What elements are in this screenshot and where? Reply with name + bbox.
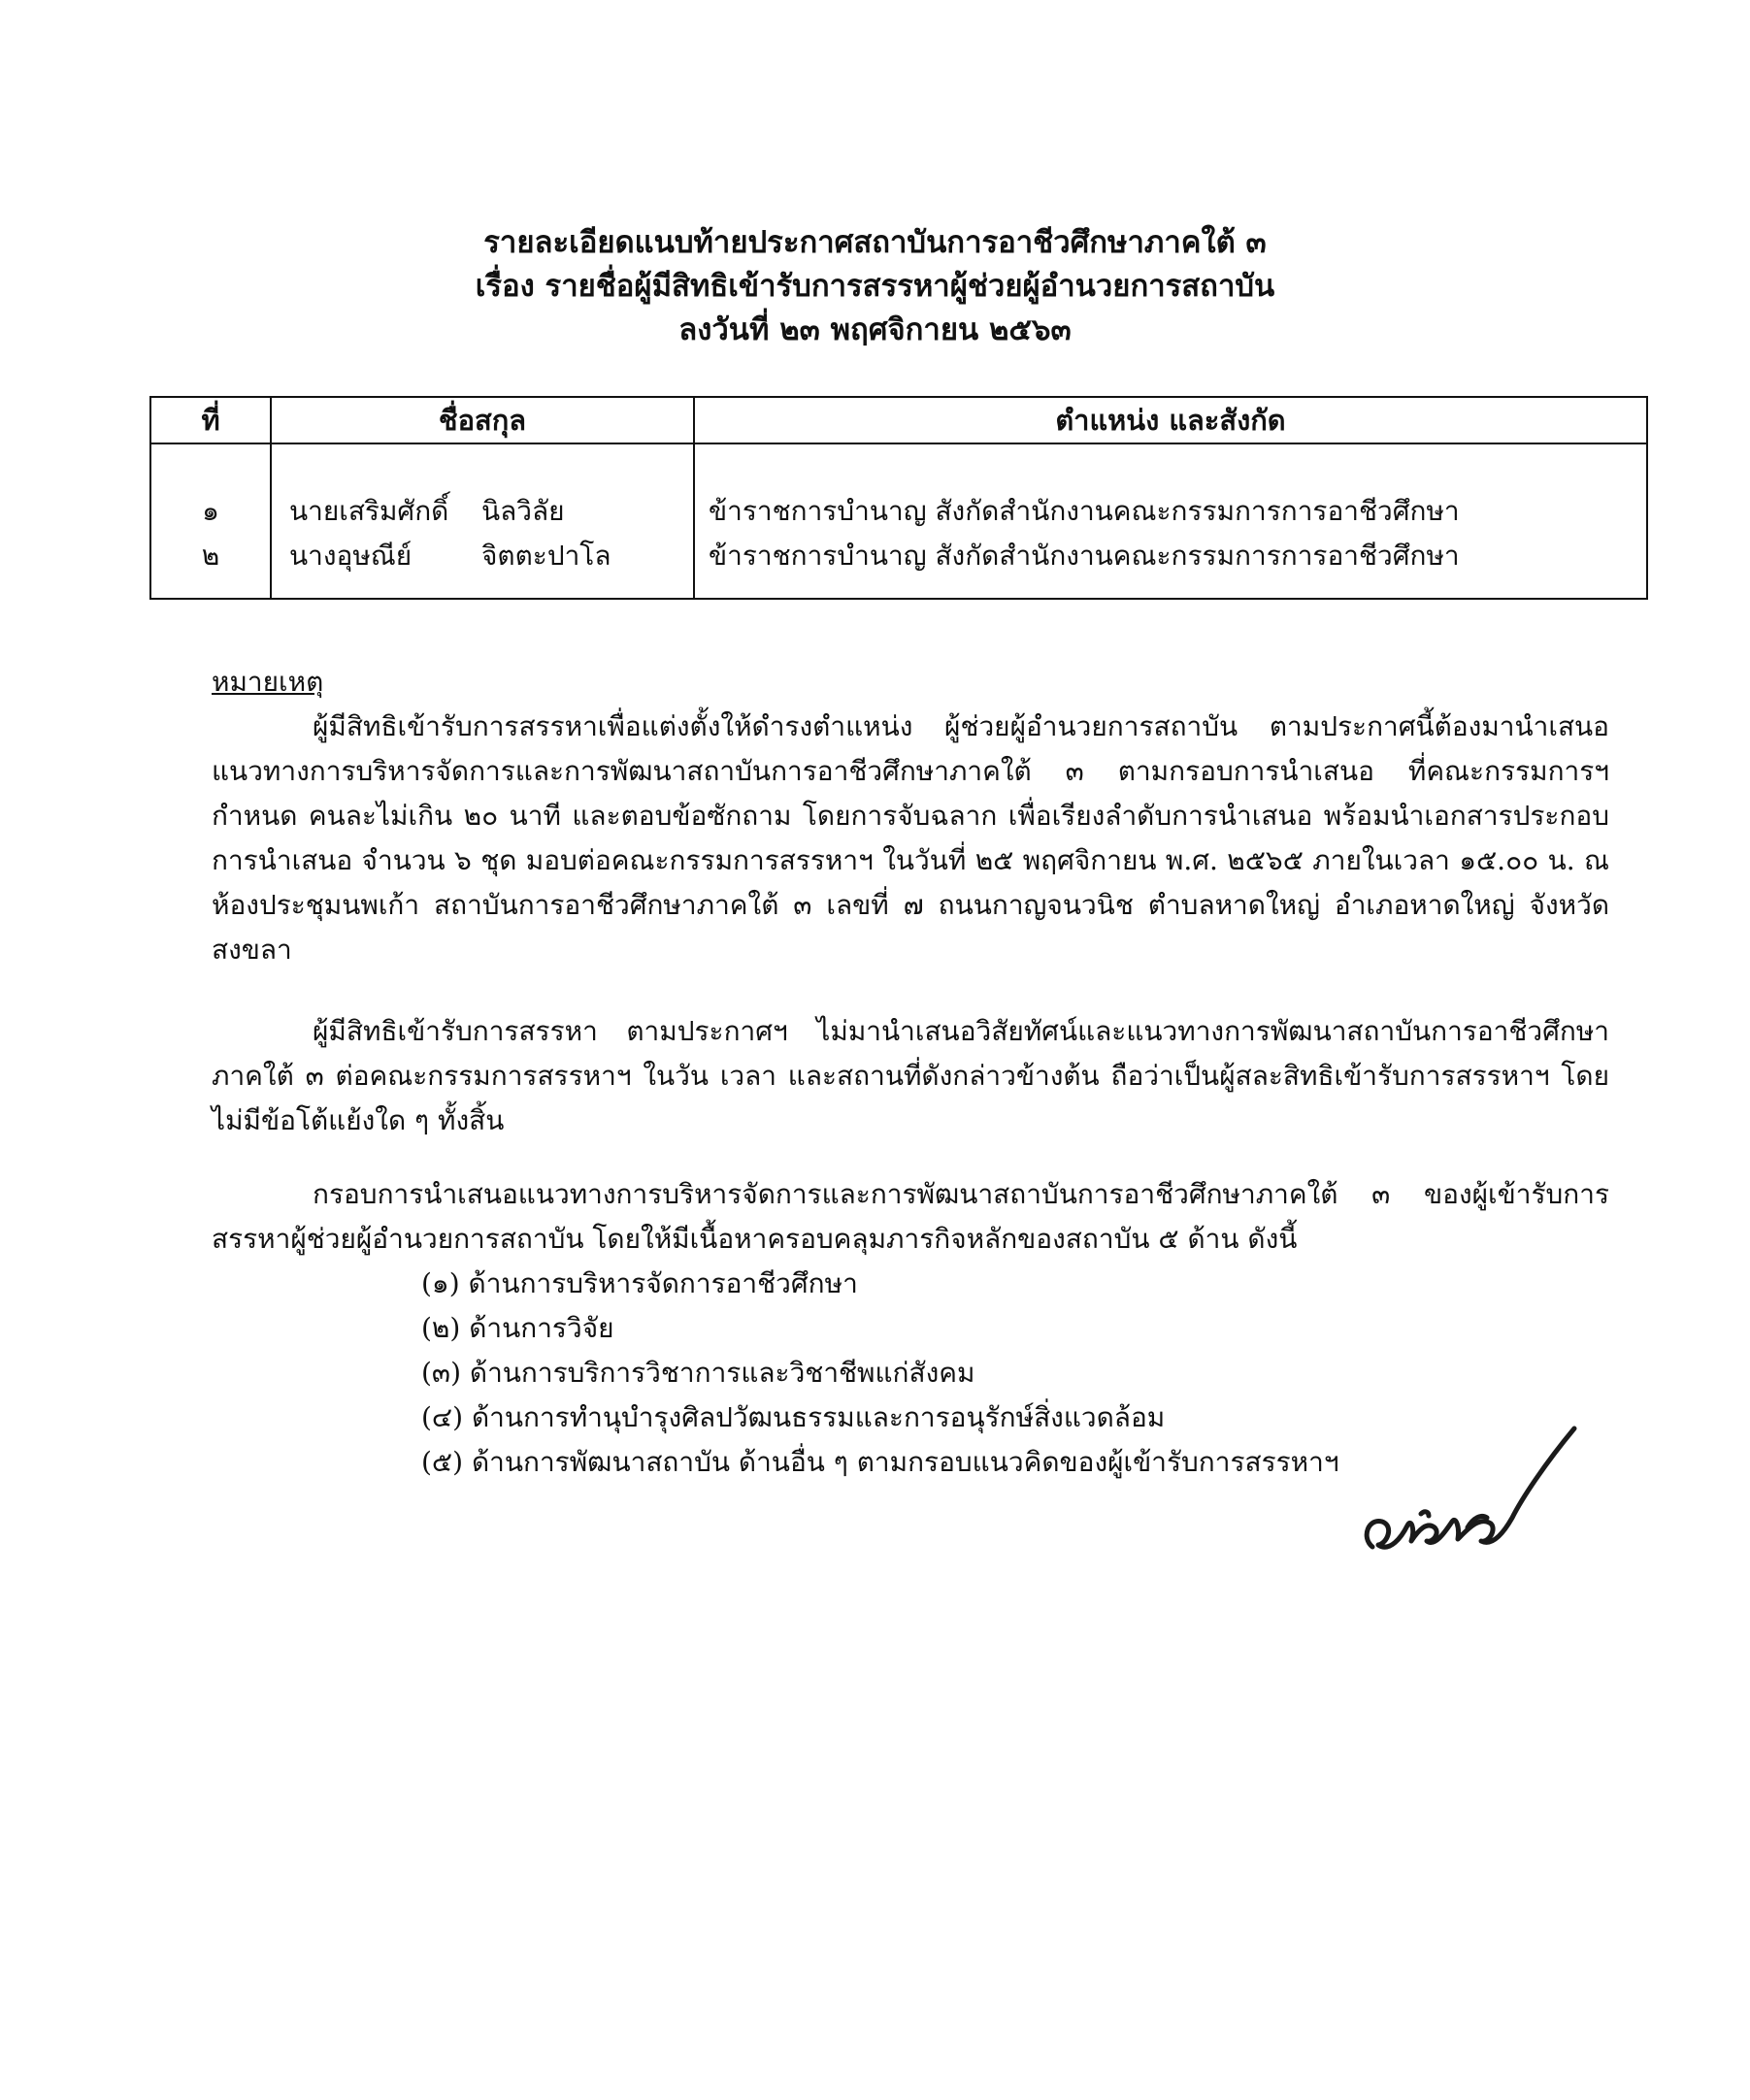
note-paragraph-framework <box>212 1172 1609 1262</box>
name-cell <box>271 443 694 599</box>
header-title: รายละเอียดแนบท้ายประกาศสถาบันการอาชีวศึกษาภาคใต้ ๓ <box>483 225 1267 260</box>
row-number: ๑ <box>202 495 219 527</box>
position-cell <box>694 443 1647 599</box>
candidate-first-name: นางอุษณีย์ <box>289 540 413 572</box>
paragraph-text: ผู้มีสิทธิเข้ารับการสรรหา ตามประกาศฯ ไม่มานำเสนอวิสัยทัศน์และแนวทางการพัฒนาสถาบันการอาชีวศึกษาภาคใต้ ๓ ต่อคณะกรรมการสรรหาฯ ในวัน เวลา และสถานที่ดังกล่าวข้างต้น ถือว่าเป็นผู้สละสิทธิเข้ารับการสรรหาฯ โดยไม่มีข้อโต้แย้งใด ๆ ทั้งสิ้น <box>212 1015 1609 1136</box>
paragraph-text: ผู้มีสิทธิเข้ารับการสรรหาเพื่อแต่งตั้งให้ดำรงตำแหน่ง ผู้ช่วยผู้อำนวยการสถาบัน ตามประกาศนี้ต้องมานำเสนอแนวทางการบริหารจัดการและการพัฒนาสถาบันการอาชีวศึกษาภาคใต้ ๓ ตามกรอบการนำเสนอ ที่คณะกรรมการฯ กำหนด คนละไม่เกิน ๒๐ นาที และตอบข้อซักถาม โดยการจับฉลาก เพื่อเรียงลำดับการนำเสนอ พร้อมนำเอกสารประกอบการนำเสนอ จำนวน ๖ ชุด มอบต่อคณะกรรมการสรรหาฯ ในวันที่ ๒๕ พฤศจิกายน พ.ศ. ๒๕๖๕ ภายในเวลา ๑๕.๐๐ น. ณ ห้องประชุมนพเก้า สถาบันการอาชีวศึกษาภาคใต้ ๓ เลขที่ ๗ ถนนกาญจนวนิช ตำบลหาดใหญ่ อำเภอหาดใหญ่ จังหวัดสงขลา <box>212 710 1609 966</box>
table-row <box>150 443 1647 599</box>
table-header-row <box>150 397 1647 443</box>
document-header <box>0 221 1750 352</box>
signature-stroke <box>1367 1428 1574 1547</box>
header-date: ลงวันที่ ๒๓ พฤศจิกายน ๒๕๖๓ <box>678 312 1072 347</box>
list-item: (๑) ด้านการบริหารจัดการอาชีวศึกษา <box>421 1267 858 1299</box>
list-item: (๔) ด้านการทำนุบำรุงศิลปวัฒนธรรมและการอนุรักษ์สิ่งแวดล้อม <box>421 1401 1166 1433</box>
number-cell <box>150 443 271 599</box>
candidate-last-name: นิลวิลัย <box>481 495 565 527</box>
row-number: ๒ <box>201 540 220 572</box>
candidate-last-name: จิตตะปาโล <box>481 540 611 572</box>
candidate-position: ข้าราชการบำนาญ สังกัดสำนักงานคณะกรรมการการอาชีวศึกษา <box>709 540 1460 572</box>
header-subject: เรื่อง รายชื่อผู้มีสิทธิเข้ารับการสรรหาผู้ช่วยผู้อำนวยการสถาบัน <box>475 269 1275 304</box>
candidate-name <box>272 489 693 534</box>
candidate-table <box>149 396 1648 600</box>
candidate-first-name: นายเสริมศักดิ์ <box>289 495 449 527</box>
note-paragraph-forfeit <box>212 1009 1609 1143</box>
list-item: (๓) ด้านการบริการวิชาการและวิชาชีพแก่สังคม <box>421 1357 975 1389</box>
candidate-position: ข้าราชการบำนาญ สังกัดสำนักงานคณะกรรมการการอาชีวศึกษา <box>709 495 1460 527</box>
signature-stroke <box>1421 1512 1429 1516</box>
list-item: (๒) ด้านการวิจัย <box>421 1312 614 1344</box>
candidate-name <box>272 534 693 578</box>
note-paragraph-presentation <box>212 705 1609 972</box>
paragraph-text: กรอบการนำเสนอแนวทางการบริหารจัดการและการพัฒนาสถาบันการอาชีวศึกษาภาคใต้ ๓ ของผู้เข้ารับการสรรหาผู้ช่วยผู้อำนวยการสถาบัน โดยให้มีเนื้อหาครอบคลุมภารกิจหลักของสถาบัน ๕ ด้าน ดังนี้ <box>212 1178 1609 1255</box>
list-item: (๕) ด้านการพัฒนาสถาบัน ด้านอื่น ๆ ตามกรอบแนวคิดของผู้เข้ารับการสรรหาฯ <box>421 1446 1339 1478</box>
column-header-name: ชื่อสกุล <box>271 397 694 443</box>
framework-list <box>421 1262 1339 1485</box>
column-header-position: ตำแหน่ง และสังกัด <box>694 397 1647 443</box>
note-title: หมายเหตุ <box>212 666 324 698</box>
signature-image <box>1351 1421 1613 1576</box>
column-header-number: ที่ <box>150 397 271 443</box>
